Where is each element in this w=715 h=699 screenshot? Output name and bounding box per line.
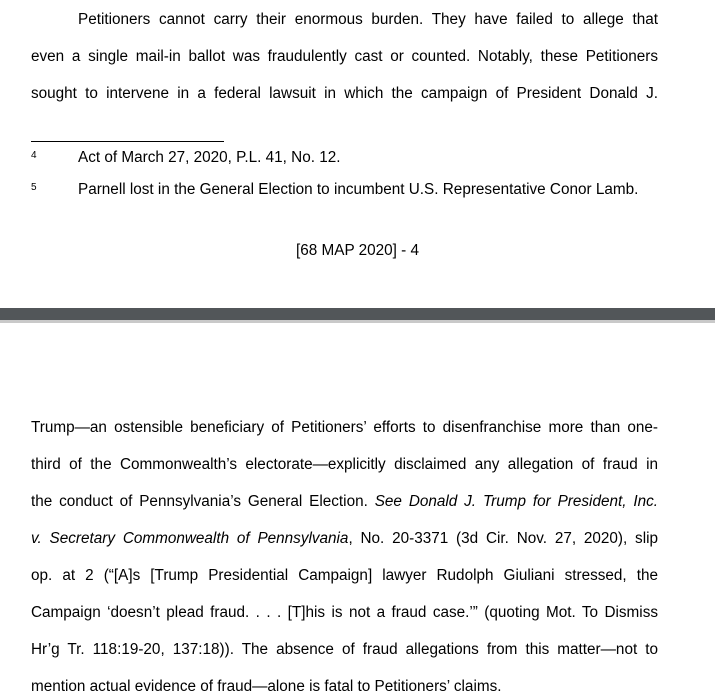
paragraph-line: mention actual evidence of fraud—alone is fatal to Petitioners’ claims. — [31, 678, 502, 695]
page-number-label: [68 MAP 2020] - 4 — [295, 242, 420, 259]
paragraph-line — [31, 529, 658, 549]
footnote-number: 4 — [31, 150, 37, 161]
paragraph-line: even a single mail-in ballot was fraudulently cast or counted. Notably, these Petitioners — [31, 48, 658, 65]
paragraph-line: Hr’g Tr. 118:19-20, 137:18)). The absence of fraud allegations from this matter—not to — [31, 641, 658, 658]
footnote-number: 5 — [31, 182, 37, 193]
footnote-text: Parnell lost in the General Election to incumbent U.S. Representative Conor Lamb. — [78, 181, 639, 198]
text-span: , No. 20-3371 (3d Cir. Nov. 27, 2020), slip — [348, 530, 659, 547]
case-citation: See Donald J. Trump for President, Inc. — [374, 493, 659, 510]
paragraph-line: Trump—an ostensible beneficiary of Petitioners’ efforts to disenfranchise more than one- — [31, 419, 658, 436]
footnote-divider — [31, 141, 224, 142]
page-separator-shadow — [0, 320, 715, 323]
footnote-text: Act of March 27, 2020, P.L. 41, No. 12. — [78, 149, 341, 166]
paragraph-line: Campaign ‘doesn’t plead fraud. . . . [T]his is not a fraud case.’” (quoting Mot. To Dismiss — [31, 604, 658, 621]
case-citation: v. Secretary Commonwealth of Pennsylvania — [31, 530, 349, 547]
paragraph-line: third of the Commonwealth’s electorate—explicitly disclaimed any allegation of fraud in — [31, 456, 658, 473]
paragraph-line: op. at 2 (“[A]s [Trump Presidential Campaign] lawyer Rudolph Giuliani stressed, the — [31, 567, 658, 584]
text-span: the conduct of Pennsylvania’s General Election. — [31, 493, 375, 510]
page-separator — [0, 308, 715, 320]
paragraph-line: Petitioners cannot carry their enormous burden. They have failed to allege that — [78, 11, 658, 28]
paragraph-line — [31, 492, 658, 512]
paragraph-line: sought to intervene in a federal lawsuit in which the campaign of President Donald J. — [31, 85, 658, 102]
